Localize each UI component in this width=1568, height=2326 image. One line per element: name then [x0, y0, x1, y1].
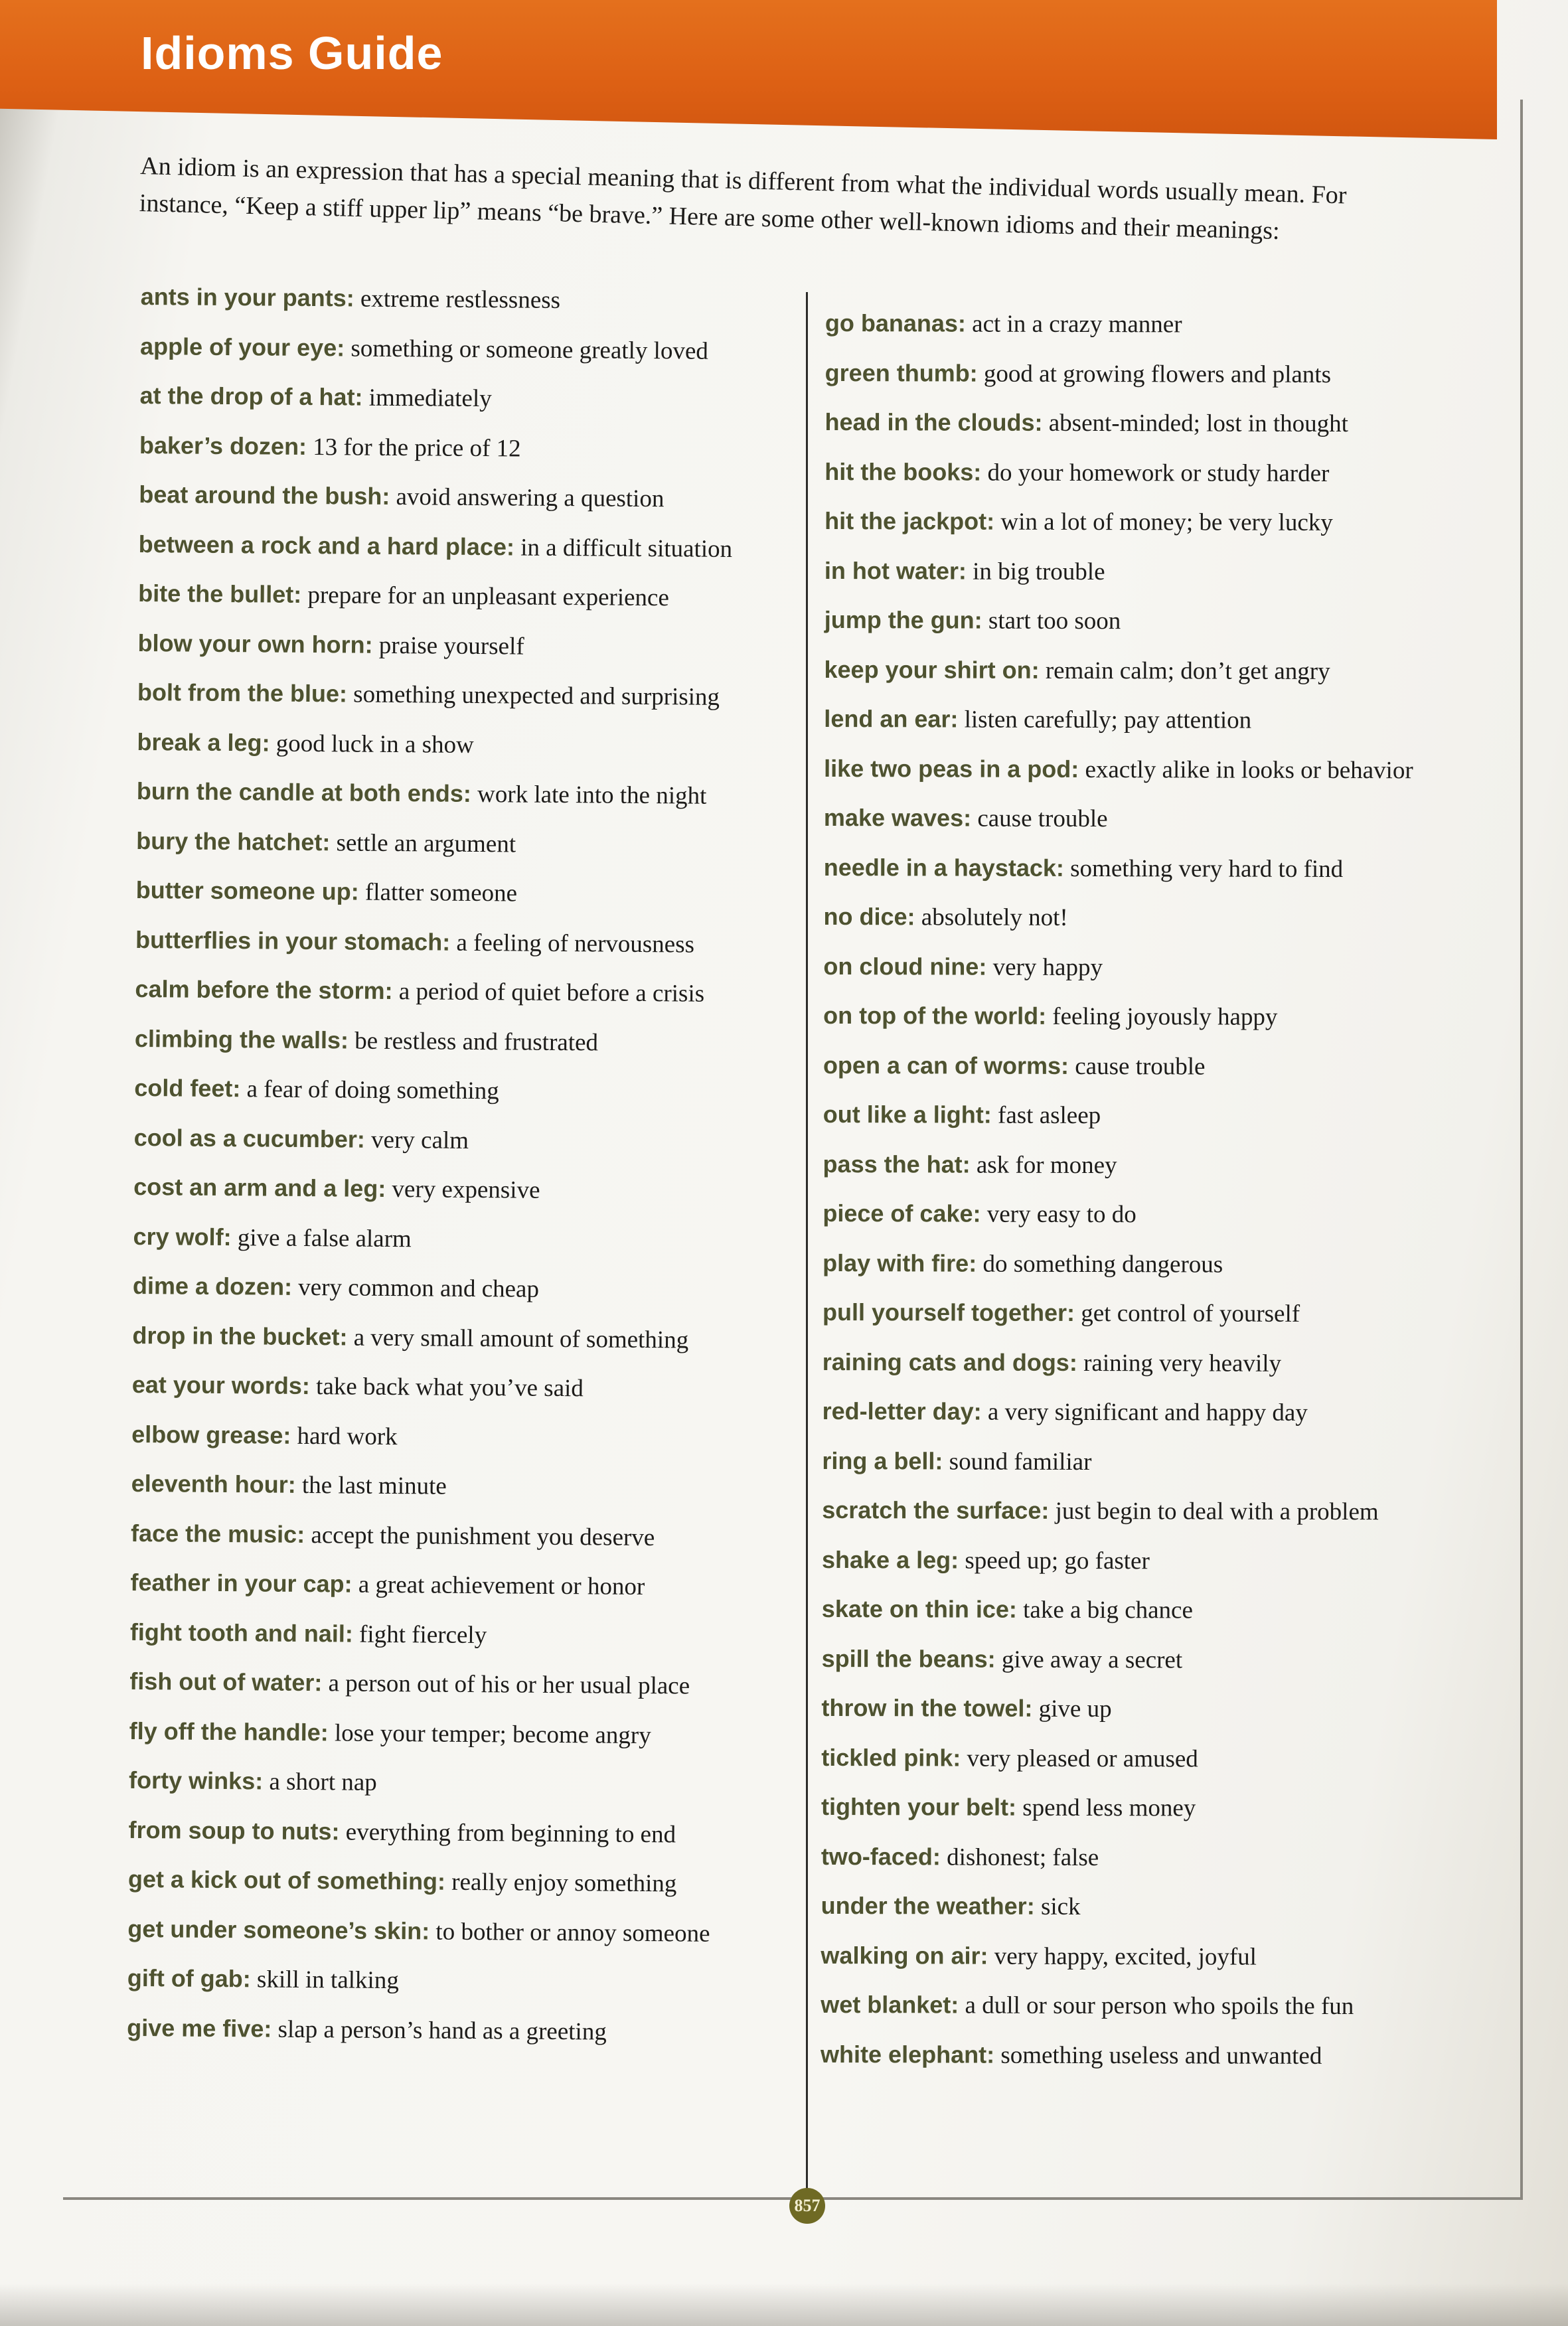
idiom-entry [139, 420, 734, 475]
idiom-entry [131, 1508, 725, 1563]
idiom-term: head in the clouds: [824, 408, 1043, 436]
idiom-definition: good at growing flowers and plants [983, 360, 1332, 388]
idiom-definition: take a big chance [1023, 1596, 1193, 1624]
idiom-entry [824, 546, 1414, 597]
idiom-entry [135, 915, 730, 969]
idiom-entry [139, 470, 733, 524]
idiom-definition: good luck in a show [275, 730, 474, 759]
idiom-definition: give up [1038, 1695, 1112, 1723]
idiom-entry [823, 1139, 1412, 1190]
idiom-definition: a short nap [269, 1768, 377, 1796]
idiom-term: white elephant: [821, 2040, 995, 2068]
idioms-left-column [127, 272, 734, 2057]
idiom-entry [133, 1261, 727, 1316]
idiom-entry [138, 569, 732, 623]
idiom-definition: feeling joyously happy [1052, 1002, 1278, 1031]
idiom-term: drop in the bucket: [132, 1321, 348, 1350]
idiom-entry [127, 2003, 721, 2057]
idiom-definition: ask for money [976, 1151, 1117, 1179]
idiom-entry [136, 816, 730, 870]
idiom-definition: a person out of his or her usual place [328, 1669, 690, 1700]
idiom-entry [823, 1387, 1412, 1438]
idiom-definition: act in a crazy manner [972, 310, 1182, 339]
idiom-entry [139, 371, 734, 426]
idiom-term: gift of gab: [127, 1964, 251, 1993]
idiom-term: get under someone’s skin: [127, 1914, 430, 1944]
idiom-term: skate on thin ice: [821, 1594, 1017, 1623]
idiom-entry [135, 1014, 729, 1068]
idiom-term: butter someone up: [135, 876, 359, 905]
idiom-entry [823, 892, 1413, 943]
idioms-right-column [821, 299, 1415, 2080]
idiom-definition: slap a person’s hand as a greeting [277, 2015, 607, 2046]
idiom-entry [824, 398, 1414, 449]
idiom-term: two-faced: [821, 1842, 941, 1870]
idiom-entry [133, 1113, 728, 1167]
idiom-definition: very common and cheap [298, 1273, 540, 1303]
idiom-term: cost an arm and a leg: [133, 1172, 386, 1202]
idiom-term: open a can of worms: [823, 1051, 1069, 1079]
idiom-definition: exactly alike in looks or behavior [1085, 755, 1413, 784]
idiom-definition: very easy to do [986, 1200, 1137, 1229]
idiom-entry [821, 2029, 1410, 2080]
idiom-definition: win a lot of money; be very lucky [1000, 508, 1333, 537]
idiom-entry [821, 1930, 1410, 1981]
idiom-term: eat your words: [131, 1370, 311, 1400]
idiom-definition: something unexpected and surprising [353, 680, 720, 711]
idiom-definition: do your homework or study harder [987, 459, 1330, 487]
idiom-definition: skill in talking [256, 1966, 399, 1995]
idiom-entry [132, 1360, 726, 1415]
idiom-entry [131, 1459, 725, 1513]
idiom-term: lend an ear: [824, 704, 959, 733]
idiom-term: red-letter day: [822, 1397, 982, 1425]
idiom-term: no dice: [823, 902, 915, 931]
idiom-term: play with fire: [823, 1249, 977, 1277]
idiom-term: go bananas: [824, 309, 966, 337]
idiom-definition: in big trouble [973, 558, 1105, 585]
idiom-term: feather in your cap: [130, 1568, 353, 1598]
idiom-definition: give away a secret [1001, 1646, 1183, 1673]
idiom-entry [127, 1954, 722, 2008]
idiom-term: bolt from the blue: [137, 678, 348, 708]
idiom-definition: cause trouble [1075, 1052, 1206, 1081]
idiom-entry [137, 717, 731, 771]
idiom-term: ants in your pants: [140, 282, 354, 312]
idiom-term: at the drop of a hat: [139, 381, 363, 411]
idiom-entry [129, 1706, 723, 1760]
idiom-definition: settle an argument [336, 828, 516, 858]
idiom-term: shake a leg: [821, 1545, 959, 1574]
idiom-definition: start too soon [988, 607, 1121, 635]
idiom-term: scratch the surface: [822, 1496, 1050, 1524]
idiom-term: eleventh hour: [131, 1469, 296, 1498]
page-shadow [0, 2284, 1568, 2326]
idiom-definition: work late into the night [477, 781, 707, 810]
idiom-term: calm before the storm: [135, 974, 393, 1005]
column-divider [806, 292, 808, 2204]
idiom-definition: in a difficult situation [520, 534, 733, 563]
idiom-term: fish out of water: [129, 1667, 323, 1697]
idiom-entry [137, 767, 731, 821]
idiom-term: blow your own horn: [137, 629, 373, 659]
idiom-entry [821, 1980, 1410, 2031]
idiom-definition: take back what you’ve said [315, 1373, 584, 1403]
idiom-term: baker’s dozen: [139, 431, 307, 460]
idiom-term: burn the candle at both ends: [136, 777, 472, 807]
idiom-term: between a rock and a hard place: [138, 530, 515, 560]
idiom-entry [821, 1683, 1411, 1735]
idiom-entry [133, 1211, 727, 1266]
idiom-definition: something or someone greatly loved [351, 334, 709, 365]
idiom-entry [822, 1585, 1411, 1636]
idiom-term: on top of the world: [823, 1001, 1047, 1030]
idiom-entry [823, 1337, 1412, 1388]
idiom-term: from soup to nuts: [128, 1816, 340, 1845]
idiom-entry [131, 1409, 726, 1464]
idiom-term: in hot water: [824, 556, 967, 585]
idiom-entry [821, 1881, 1411, 1932]
idiom-entry [824, 497, 1414, 548]
idiom-definition: just begin to deal with a problem [1055, 1497, 1379, 1526]
idiom-entry [824, 447, 1414, 498]
idiom-definition: 13 for the price of 12 [313, 433, 521, 463]
idiom-definition: flatter someone [364, 878, 518, 907]
idiom-term: out like a light: [823, 1100, 992, 1128]
idiom-term: get a kick out of something: [127, 1865, 446, 1895]
idiom-term: butterflies in your stomach: [135, 925, 451, 956]
idiom-entry [821, 1782, 1411, 1833]
idiom-entry [823, 1090, 1413, 1141]
idiom-definition: spend less money [1022, 1794, 1196, 1822]
idiom-definition: a dull or sour person who spoils the fun [965, 1991, 1354, 2021]
idiom-term: throw in the towel: [821, 1693, 1033, 1722]
idiom-entry [824, 743, 1413, 795]
idiom-term: under the weather: [821, 1891, 1035, 1920]
idiom-entry [824, 595, 1414, 647]
idiom-definition: sound familiar [949, 1447, 1092, 1476]
idiom-definition: immediately [368, 384, 492, 413]
idiom-entry [821, 1831, 1411, 1883]
idiom-definition: the last minute [301, 1471, 447, 1500]
idiom-entry [130, 1558, 724, 1612]
idiom-definition: be restless and frustrated [354, 1027, 599, 1056]
idiom-term: give me five: [127, 2013, 272, 2043]
idiom-term: pull yourself together: [822, 1298, 1075, 1326]
idiom-definition: fight fiercely [358, 1620, 487, 1649]
idiom-entry [823, 991, 1413, 1042]
idiom-definition: cause trouble [977, 805, 1108, 833]
idiom-entry [824, 694, 1413, 745]
idiom-entry [823, 1288, 1412, 1339]
idiom-term: piece of cake: [823, 1199, 981, 1227]
idiom-definition: extreme restlessness [360, 285, 561, 314]
idiom-entry [128, 1855, 722, 1909]
idiom-term: cold feet: [134, 1073, 241, 1103]
idiom-entry [822, 1535, 1411, 1586]
idiom-entry [137, 668, 732, 722]
idiom-definition: praise yourself [378, 631, 524, 660]
idiom-definition: raining very heavily [1083, 1349, 1282, 1377]
idiom-entry [128, 1805, 722, 1859]
idiom-definition: fast asleep [997, 1101, 1101, 1130]
idiom-term: apple of your eye: [139, 332, 345, 361]
idiom-definition: get control of yourself [1081, 1300, 1300, 1328]
idiom-definition: a very significant and happy day [987, 1398, 1308, 1427]
idiom-definition: absolutely not! [921, 903, 1068, 931]
idiom-definition: to bother or annoy someone [435, 1918, 710, 1948]
idiom-definition: really enjoy something [451, 1868, 677, 1898]
idiom-entry [823, 1238, 1412, 1289]
idiom-term: beat around the bush: [139, 480, 390, 510]
idiom-term: spill the beans: [821, 1644, 996, 1673]
idiom-definition: a fear of doing something [246, 1075, 499, 1105]
idiom-term: bite the bullet: [138, 579, 302, 608]
idiom-definition: listen carefully; pay attention [964, 706, 1252, 734]
idiom-term: forty winks: [128, 1766, 264, 1795]
idiom-entry [822, 1436, 1411, 1487]
idiom-entry [140, 321, 734, 376]
idiom-definition: something useless and unwanted [1000, 2041, 1322, 2070]
idiom-definition: give a false alarm [237, 1223, 412, 1253]
idiom-definition: lose your temper; become angry [334, 1719, 651, 1749]
idiom-term: on cloud nine: [823, 952, 987, 980]
idiom-entry [135, 965, 729, 1019]
idiom-entry [823, 1040, 1413, 1091]
idiom-definition: very happy, excited, joyful [994, 1942, 1257, 1971]
idiom-term: climbing the walls: [134, 1024, 349, 1053]
idiom-entry [138, 519, 732, 574]
idiom-entry [127, 1904, 722, 1958]
idiom-term: raining cats and dogs: [822, 1348, 1077, 1376]
idiom-entry [130, 1607, 724, 1662]
idiom-definition: a period of quiet before a crisis [398, 978, 705, 1008]
idiom-definition: dishonest; false [947, 1843, 1099, 1871]
idiom-entry [140, 272, 734, 327]
idiom-entry [824, 645, 1413, 696]
idiom-definition: avoid answering a question [396, 483, 665, 513]
idiom-definition: a great achievement or honor [358, 1571, 645, 1601]
idiom-term: hit the jackpot: [824, 506, 995, 535]
page-title: Idioms Guide [141, 27, 443, 79]
idiom-entry [134, 1063, 728, 1118]
idiom-term: needle in a haystack: [823, 853, 1064, 882]
idiom-definition: very calm [370, 1126, 469, 1154]
idiom-entry [823, 1189, 1412, 1240]
idiom-term: dime a dozen: [132, 1271, 293, 1300]
idiom-term: tighten your belt: [821, 1792, 1017, 1821]
idiom-definition: speed up; go faster [965, 1547, 1150, 1575]
idiom-term: wet blanket: [821, 1990, 959, 2019]
idiom-definition: hard work [297, 1422, 398, 1450]
idiom-entry [825, 348, 1415, 399]
idiom-entry [824, 793, 1413, 844]
idiom-entry [129, 1756, 723, 1810]
idiom-definition: remain calm; don’t get angry [1045, 657, 1330, 685]
idiom-term: fight tooth and nail: [129, 1618, 353, 1648]
idiom-term: elbow grease: [131, 1420, 291, 1449]
idiom-definition: prepare for an unpleasant experience [307, 581, 670, 612]
idiom-definition: very pleased or amused [967, 1744, 1198, 1772]
idiom-term: ring a bell: [822, 1446, 943, 1474]
idiom-entry [823, 941, 1413, 992]
idiom-entry [822, 1486, 1411, 1537]
idiom-term: keep your shirt on: [824, 655, 1040, 684]
idiom-entry [822, 1634, 1411, 1685]
idiom-definition: everything from beginning to end [345, 1818, 676, 1848]
idiom-term: cool as a cucumber: [133, 1123, 366, 1153]
idiom-term: make waves: [823, 803, 972, 832]
idiom-term: walking on air: [821, 1941, 988, 1970]
idiom-definition: very expensive [392, 1176, 540, 1204]
idiom-definition: do something dangerous [982, 1250, 1223, 1279]
idiom-definition: a feeling of nervousness [456, 929, 695, 959]
idiom-term: tickled pink: [821, 1743, 961, 1772]
intro-paragraph: An idiom is an expression that has a special meaning that is different from what the individual words usually mean. For instance, “Keep a stiff upper lip” means “be brave.” Here are some other well-known idioms and their meanings: [139, 151, 1347, 245]
page-number: 857 [789, 2188, 825, 2224]
idiom-entry [135, 866, 730, 920]
idiom-definition: a very small amount of something [353, 1324, 689, 1354]
idiom-entry [137, 618, 732, 672]
idiom-definition: accept the punishment you deserve [311, 1521, 655, 1551]
idiom-entry [821, 1733, 1411, 1784]
idiom-term: bury the hatchet: [136, 826, 331, 856]
idiom-definition: something very hard to find [1070, 854, 1344, 883]
idiom-term: jump the gun: [824, 605, 982, 634]
idiom-term: fly off the handle: [129, 1717, 329, 1746]
idiom-term: green thumb: [824, 358, 978, 387]
idiom-term: face the music: [130, 1519, 305, 1548]
idiom-term: hit the books: [824, 457, 982, 486]
idiom-definition: sick [1040, 1893, 1081, 1921]
idiom-term: break a leg: [137, 728, 270, 757]
idiom-entry [825, 299, 1415, 350]
idiom-entry [129, 1657, 724, 1711]
idiom-entry [824, 842, 1413, 893]
idiom-term: pass the hat: [823, 1150, 971, 1178]
idiom-term: like two peas in a pod: [824, 754, 1079, 783]
idiom-entry [133, 1162, 728, 1217]
idiom-definition: absent-minded; lost in thought [1048, 409, 1349, 438]
idiom-term: cry wolf: [133, 1222, 232, 1251]
idiom-entry [132, 1310, 726, 1365]
idiom-definition: very happy [992, 953, 1103, 981]
